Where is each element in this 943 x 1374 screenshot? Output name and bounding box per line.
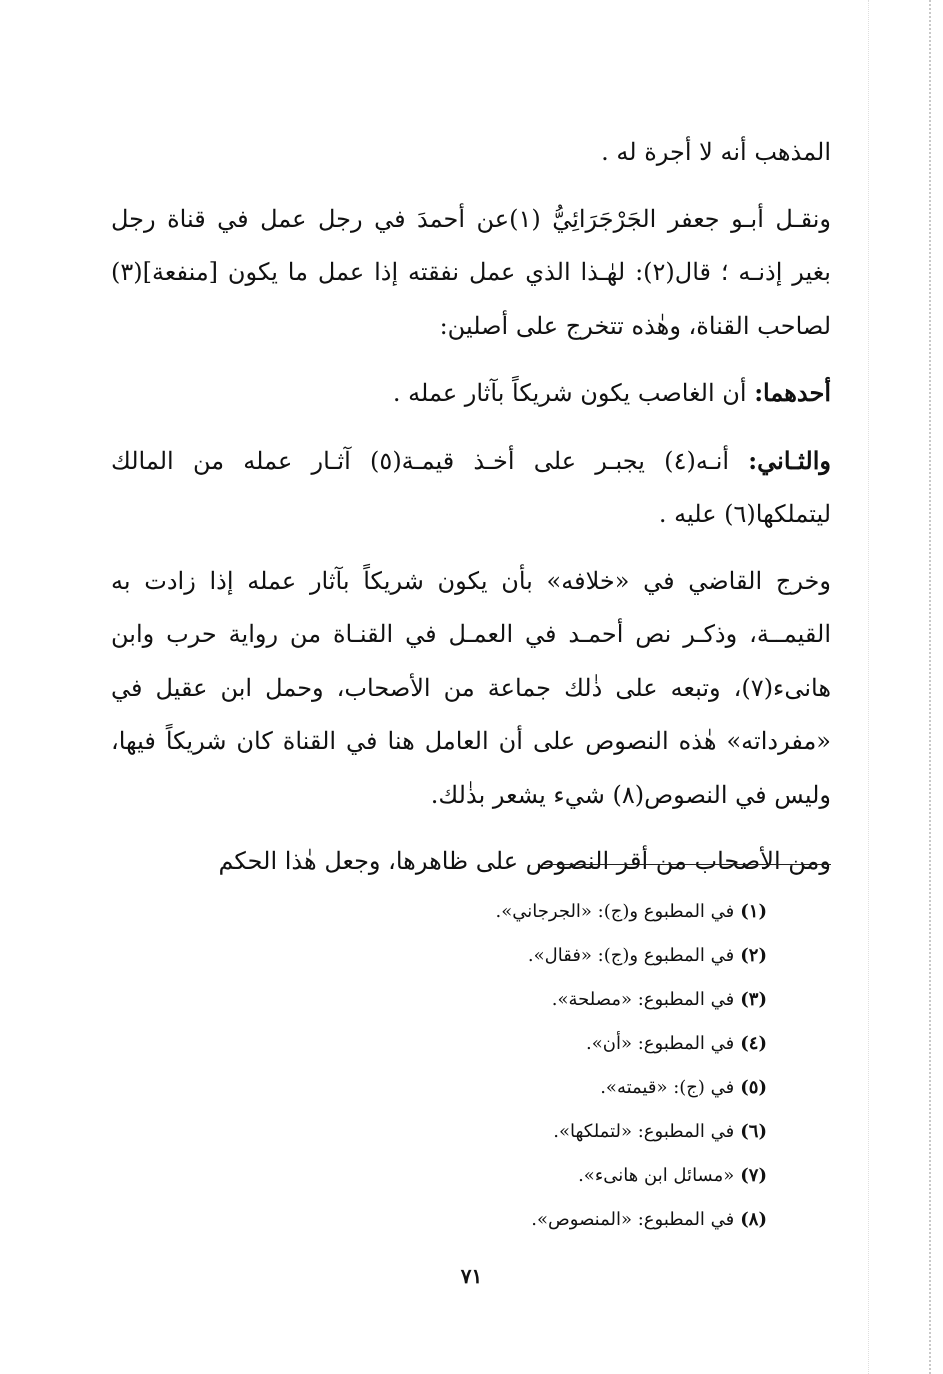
paragraph (111, 126, 831, 180)
footnote (147, 1066, 767, 1110)
paragraph (111, 193, 831, 354)
footnote-text: في المطبوع: «المنصوص». (531, 1209, 735, 1230)
paragraph-text: أنـه(٤) يجبـر على أخـذ قيمـة(٥) آثـار عمله من المالك ليتملكها(٦) عليه . (111, 446, 831, 528)
footnote (147, 1198, 767, 1242)
footnote (147, 1110, 767, 1154)
footnote-number: (٥) (740, 1077, 767, 1098)
footnote-separator (543, 864, 831, 865)
footnote (147, 978, 767, 1022)
footnote-number: (٣) (740, 989, 767, 1010)
term-label: والثـاني: (748, 445, 831, 475)
paragraph (111, 555, 831, 823)
footnote-text: «مسائل ابن هانىء». (578, 1165, 735, 1186)
footnote-number: (٧) (740, 1165, 767, 1186)
footnote-number: (٢) (740, 945, 767, 966)
footnote (147, 890, 767, 934)
main-text (111, 126, 831, 902)
footnote-number: (٦) (740, 1121, 767, 1142)
footnote-number: (٤) (740, 1033, 767, 1054)
footnote (147, 1022, 767, 1066)
footnote (147, 1154, 767, 1198)
footnote-text: في المطبوع و(ج): «فقال». (527, 945, 735, 966)
paragraph-text: وخرج القاضي في «خلافه» بأن يكون شريكاً بآثار عمله إذا زادت به القيمــة، وذكـر نص أحمـد في العمـل في القنـاة من رواية حرب وابن هانىء(٧)، وتبعه على ذٰلك جماعة من الأصحاب، وحمل ابن عقيل في «مفرداته» هٰذه النصوص على أن العامل هنا في القناة كان شريكاً فيها، وليس في النصوص(٨) شيء يشعر بذٰلك. (111, 566, 831, 809)
page-number: ٧١ (460, 1264, 483, 1288)
paragraph-text: ومن الأصحاب من أقر النصوص على ظاهرها، وجعل هٰذا الحكم (218, 847, 831, 875)
paragraph-text: المذهب أنه لا أجرة له . (601, 138, 831, 166)
page-edge-dots-inner (868, 0, 869, 1374)
footnote-text: في المطبوع: «أن». (586, 1033, 735, 1054)
page-edge-dots (929, 0, 931, 1374)
footnote-text: في (ج): «قيمته». (600, 1077, 735, 1098)
paragraph (111, 835, 831, 889)
footnote-text: في المطبوع و(ج): «الجرجاني». (495, 901, 735, 922)
term-label: أحدهما: (754, 378, 831, 407)
footnote-number: (٨) (740, 1209, 767, 1230)
paragraph-text: ونقـل أبـو جعفر الجَرْجَرَائِيُّ (١)عن أحمدَ في رجل عمل في قناة رجل بغير إذنـه ؛ قال(٢): لهٰـذا الذي عمل نفقته إذا عمل ما يكون [منفعة](٣) لصاحب القناة، وهٰذه تتخرج على أصلين: (111, 204, 832, 340)
paragraph-text: أن الغاصب يكون شريكاً بآثار عمله . (392, 379, 755, 407)
footnote-number: (١) (740, 901, 767, 922)
footnote (147, 934, 767, 978)
footnotes-list (147, 890, 767, 1242)
footnote-text: في المطبوع: «مصلحة». (551, 989, 735, 1010)
paragraph (111, 366, 831, 421)
footnote-text: في المطبوع: «لتملكها». (553, 1121, 735, 1142)
paragraph (111, 434, 831, 542)
